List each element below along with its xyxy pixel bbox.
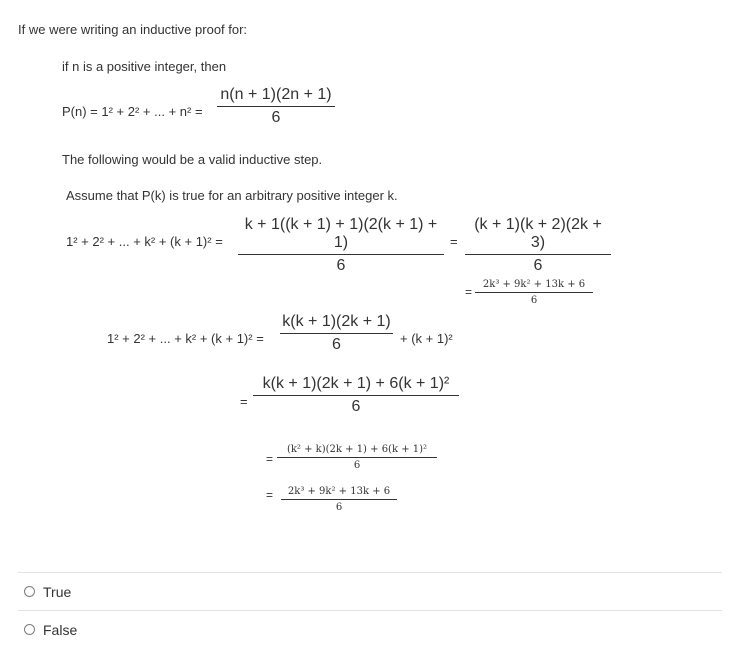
step4-denominator: 6 xyxy=(277,457,437,471)
step1b-fraction xyxy=(475,279,593,306)
step5-equals: = xyxy=(266,488,274,502)
formula-lhs: P(n) = 1² + 2² + ... + n² = xyxy=(62,104,203,119)
option-true-label: True xyxy=(43,583,72,600)
assume-text: Assume that P(k) is true for an arbitrary positive integer k. xyxy=(66,188,398,203)
step3-numerator: k(k + 1)(2k + 1) + 6(k + 1)² xyxy=(262,375,450,392)
question-prompt: If we were writing an inductive proof for: xyxy=(18,22,248,37)
step1-equals: = xyxy=(450,234,458,249)
step5-fraction xyxy=(281,486,397,513)
option-false-label: False xyxy=(43,621,78,638)
hypothesis-text: if n is a positive integer, then xyxy=(62,59,227,74)
step4-equals: = xyxy=(266,452,274,466)
step3-fraction xyxy=(253,375,459,416)
step4-numerator: (k² + k)(2k + 1) + 6(k + 1)² xyxy=(286,444,428,455)
step1-numerator-2: (k + 1)(k + 2)(2k + 3) xyxy=(474,216,602,251)
step2-lhs: 1² + 2² + ... + k² + (k + 1)² = xyxy=(107,331,264,346)
option-false[interactable] xyxy=(18,610,722,648)
step5-denominator: 6 xyxy=(281,499,397,513)
step1-denominator: 6 xyxy=(238,254,444,275)
step5-numerator: 2k³ + 9k² + 13k + 6 xyxy=(287,486,391,497)
step1b-numerator: 2k³ + 9k² + 13k + 6 xyxy=(482,279,586,290)
step1b-denominator: 6 xyxy=(475,292,593,306)
formula-denominator: 6 xyxy=(217,106,335,127)
step1-denominator-2: 6 xyxy=(465,254,611,275)
step4-fraction xyxy=(277,444,437,471)
step1b-equals: = xyxy=(465,285,473,299)
step1-fraction-2 xyxy=(465,216,611,275)
step1-numerator: k + 1((k + 1) + 1)(2(k + 1) + 1) xyxy=(244,216,438,251)
step1-fraction xyxy=(238,216,444,275)
step2-fraction xyxy=(280,313,393,354)
step2-tail: + (k + 1)² xyxy=(400,331,453,346)
radio-false[interactable] xyxy=(24,624,35,635)
formula-numerator: n(n + 1)(2n + 1) xyxy=(220,86,332,103)
option-true[interactable] xyxy=(18,572,722,610)
step3-equals: = xyxy=(240,394,248,409)
step2-denominator: 6 xyxy=(280,333,393,354)
step2-numerator: k(k + 1)(2k + 1) xyxy=(282,313,391,330)
step1-lhs: 1² + 2² + ... + k² + (k + 1)² = xyxy=(66,234,223,249)
formula-fraction xyxy=(217,86,335,127)
claim-text: The following would be a valid inductive step. xyxy=(62,152,323,167)
radio-true[interactable] xyxy=(24,586,35,597)
step3-denominator: 6 xyxy=(253,395,459,416)
